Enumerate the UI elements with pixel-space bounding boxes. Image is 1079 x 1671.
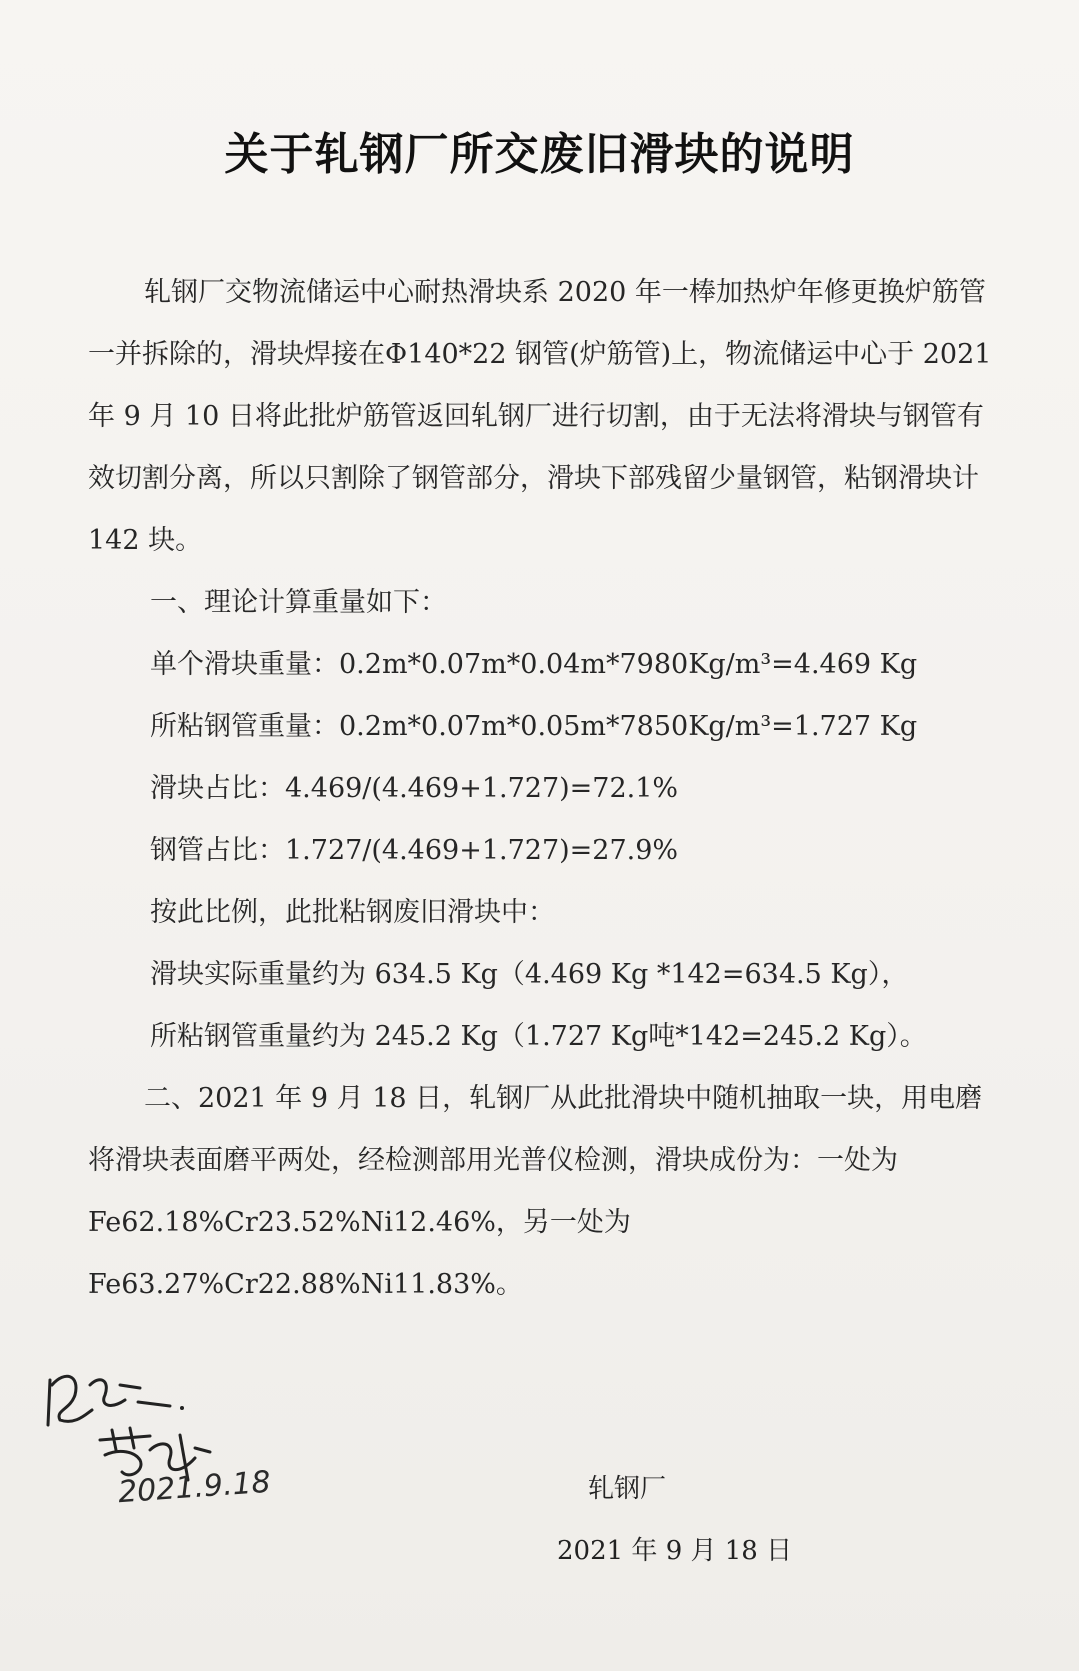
calc-line-5: 按此比例，此批粘钢废旧滑块中： (150, 897, 555, 928)
section-2: 二、2021 年 9 月 18 日，轧钢厂从此批滑块中随机抽取一块，用电磨将滑块表面磨平两处，经检测部用光普仪检测，滑块成份为：一处为 Fe62.18%Cr23.52%Ni12.46%，另一处为Fe63.27%Cr22.88%Ni11.83%。 (88, 1083, 983, 1300)
signature-date: 2021.9.18 (116, 1464, 272, 1511)
calc-line-7: 所粘钢管重量约为 245.2 Kg（1.727 Kg吨*142=245.2 Kg）。 (150, 1021, 927, 1052)
document-date: 2021 年 9 月 18 日 (557, 1536, 793, 1566)
document-body (88, 262, 993, 1316)
handwritten-signature (30, 1340, 290, 1540)
calc-line-4: 钢管占比：1.727/(4.469+1.727)=27.9% (150, 835, 679, 866)
calc-line-1: 单个滑块重量：0.2m*0.07m*0.04m*7980Kg/m³=4.469 Kg (150, 649, 918, 680)
section-1-heading: 一、理论计算重量如下： (150, 587, 447, 618)
calc-line-2: 所粘钢管重量：0.2m*0.07m*0.05m*7850Kg/m³=1.727 Kg (150, 711, 918, 742)
calc-line-6: 滑块实际重量约为 634.5 Kg（4.469 Kg *142=634.5 Kg）， (150, 959, 909, 990)
document-title: 关于轧钢厂所交废旧滑块的说明 (224, 129, 855, 180)
issuing-organization: 轧钢厂 (588, 1474, 667, 1504)
paragraph-1: 轧钢厂交物流储运中心耐热滑块系 2020 年一棒加热炉年修更换炉筋管一并拆除的，滑块焊接在Φ140*22 钢管(炉筋管)上，物流储运中心于 2021 年 9 月 10 日将此批炉筋管返回轧钢厂进行切割，由于无法将滑块与钢管有效切割分离，所以只割除了钢管部分，滑块下部残留少量钢管，粘钢滑块计 142 块。 (88, 277, 992, 556)
calc-line-3: 滑块占比：4.469/(4.469+1.727)=72.1% (150, 773, 679, 804)
